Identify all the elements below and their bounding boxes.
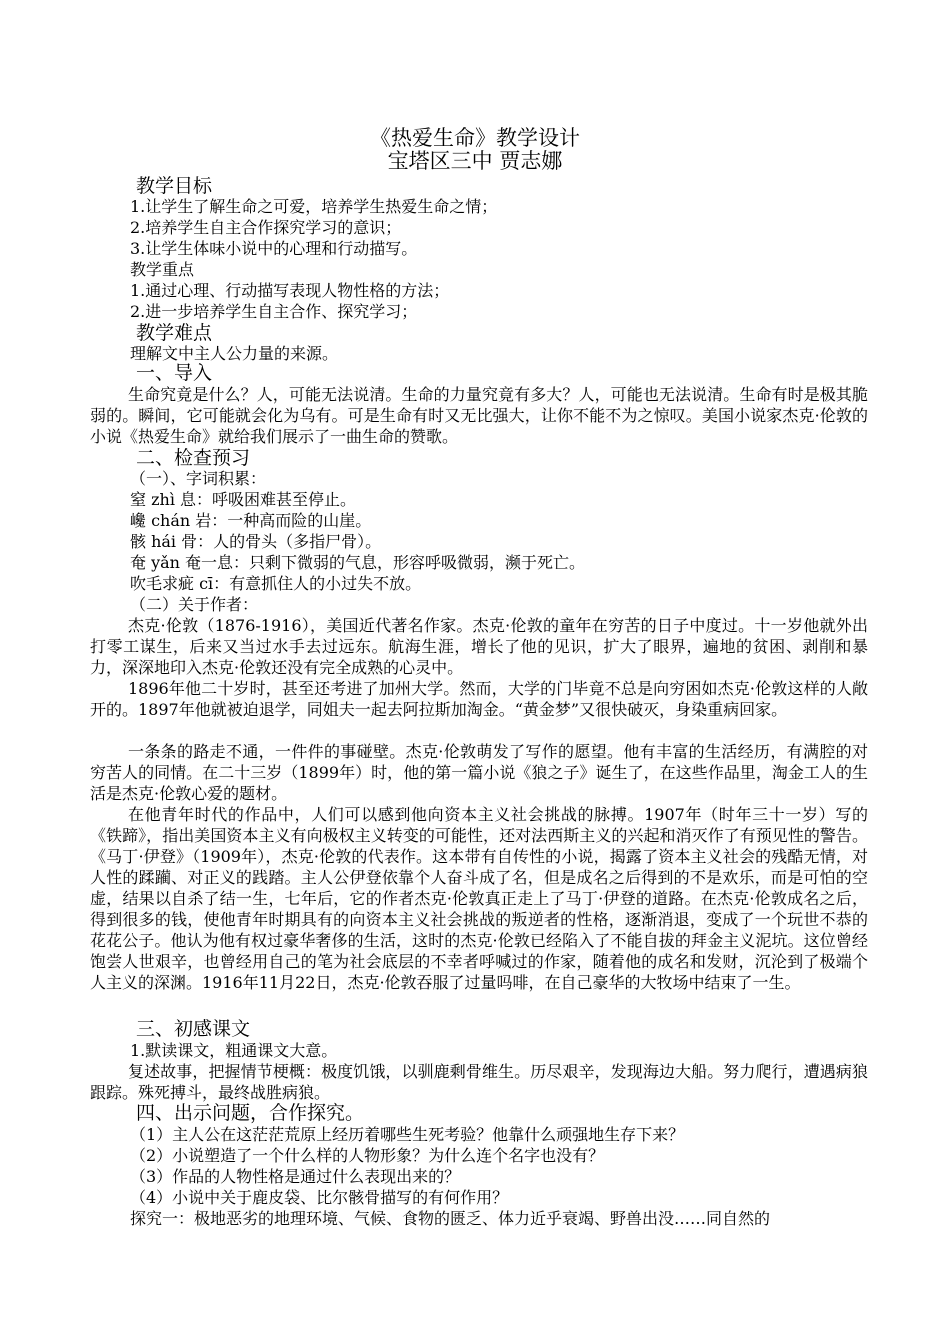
author-paragraph: 1896年他二十岁时，甚至还考进了加州大学。然而，大学的门毕竟不总是向穷困如杰克·伦敦这样的人敞开的。1897年他就被迫退学，同姐夫一起去阿拉斯加淘金。“黄金梦”又很快破灭，身染重病回家。 xyxy=(90,679,868,719)
first-reading-heading: 三、初感课文 xyxy=(136,1018,251,1040)
key-point-item: 2.进一步培养学生自主合作、探究学习； xyxy=(130,302,418,321)
question-item: （2）小说塑造了一个什么样的人物形象？为什么连个名字也没有？ xyxy=(130,1146,605,1165)
difficulty-text: 理解文中主人公力量的来源。 xyxy=(130,344,339,363)
vocab-item: 巉 chán 岩：一种高而险的山崖。 xyxy=(130,511,372,530)
goal-item: 2.培养学生自主合作探究学习的意识； xyxy=(130,218,402,237)
intro-paragraph: 生命究竟是什么？人，可能无法说清。生命的力量究竟有多大？人，可能也无法说清。生命有时是极其脆弱的。瞬间，它可能就会化为乌有。可是生命有时又无比强大，让你不能不为之惊叹。美国小说家杰克·伦敦的小说《热爱生命》就给我们展示了一曲生命的赞歌。 xyxy=(90,385,868,446)
document-title: 《热爱生命》教学设计 xyxy=(370,126,580,150)
author-paragraph: 杰克·伦敦（1876-1916），美国近代著名作家。杰克·伦敦的童年在穷苦的日子中度过。十一岁他就外出打零工谋生，后来又当过水手去过远东。航海生涯，增长了他的见识，扩大了眼界，遍地的贫困、剥削和暴力，深深地印入杰克·伦敦还没有完全成熟的心灵中。 xyxy=(90,616,868,677)
vocab-item: 窒 zhì 息：呼吸困难甚至停止。 xyxy=(130,490,357,509)
vocab-heading: （一）、字词积累： xyxy=(130,469,267,488)
author-paragraph: 在他青年时代的作品中，人们可以感到他向资本主义社会挑战的脉搏。1907年（时年三十一岁）写的《铁蹄》，指出美国资本主义有向极权主义转变的可能性，还对法西斯主义的兴起和消灭作了有预见性的警告。《马丁·伊登》（1909年），杰克·伦敦的代表作。这本带有自传性的小说，揭露了资本主义社会的残酷无情，对人性的蹂躏、对正义的践踏。主人公伊登依靠个人奋斗成了名，但是成名之后得到的不是欢乐，而是可怕的空虚，结果以自杀了结一生，七年后，它的作者杰克·伦敦真正走上了马丁·伊登的道路。在杰克·伦敦成名之后，得到很多的钱，使他青年时期具有的向资本主义社会挑战的叛逆者的性格，逐渐消退，变成了一个玩世不恭的花花公子。他认为他有权过豪华奢侈的生活，这时的杰克·伦敦已经陷入了不能自拔的拜金主义泥坑。这位曾经饱尝人世艰辛，也曾经用自己的笔为社会底层的不幸者呼喊过的作家，随着他的成名和发财，沉沦到了极端个人主义的深渊。1916年11月22日，杰克·伦敦吞服了过量吗啡，在自己豪华的大牧场中结束了一生。 xyxy=(90,805,868,992)
goal-item: 1.让学生了解生命之可爱，培养学生热爱生命之情； xyxy=(130,197,498,216)
question-item: （1）主人公在这茫茫荒原上经历着哪些生死考验？他靠什么顽强地生存下来？ xyxy=(130,1125,685,1144)
preview-heading: 二、检查预习 xyxy=(136,447,251,469)
intro-heading: 一、导入 xyxy=(136,362,213,384)
difficulty-heading: 教学难点 xyxy=(136,322,213,344)
explore-one-text: 探究一：极地恶劣的地理环境、气候、食物的匮乏、体力近乎衰竭、野兽出没……同自然的 xyxy=(130,1209,771,1228)
goal-item: 3.让学生体味小说中的心理和行动描写。 xyxy=(130,239,418,258)
first-reading-line: 1.默读课文，粗通课文大意。 xyxy=(130,1041,338,1060)
goals-heading: 教学目标 xyxy=(136,175,213,197)
key-point-item: 1.通过心理、行动描写表现人物性格的方法； xyxy=(130,281,450,300)
author-heading: （二）关于作者： xyxy=(130,595,259,614)
questions-heading: 四、出示问题，合作探究。 xyxy=(136,1102,365,1124)
vocab-item: 吹毛求疵 cī：有意抓住人的小过失不放。 xyxy=(130,574,422,593)
question-item: （4）小说中关于鹿皮袋、比尔骸骨描写的有何作用？ xyxy=(130,1188,509,1207)
question-item: （3）作品的人物性格是通过什么表现出来的？ xyxy=(130,1167,461,1186)
vocab-item: 奄 yǎn 奄一息：只剩下微弱的气息，形容呼吸微弱，濒于死亡。 xyxy=(130,553,586,572)
document-author: 宝塔区三中 贾志娜 xyxy=(387,149,563,173)
author-paragraph: 一条条的路走不通，一件件的事碰壁。杰克·伦敦萌发了写作的愿望。他有丰富的生活经历，有满腔的对穷苦人的同情。在二十三岁（1899年）时，他的第一篇小说《狼之子》诞生了，在这些作品里，淘金工人的生活是杰克·伦敦心爱的题材。 xyxy=(90,742,868,803)
vocab-item: 骸 hái 骨：人的骨头（多指尸骨）。 xyxy=(130,532,382,551)
key-points-heading: 教学重点 xyxy=(130,260,195,279)
plot-summary: 复述故事，把握情节梗概：极度饥饿，以驯鹿剩骨维生。历尽艰辛，发现海边大船。努力爬行，遭遇病狼跟踪。殊死搏斗，最终战胜病狼。 xyxy=(90,1062,868,1102)
